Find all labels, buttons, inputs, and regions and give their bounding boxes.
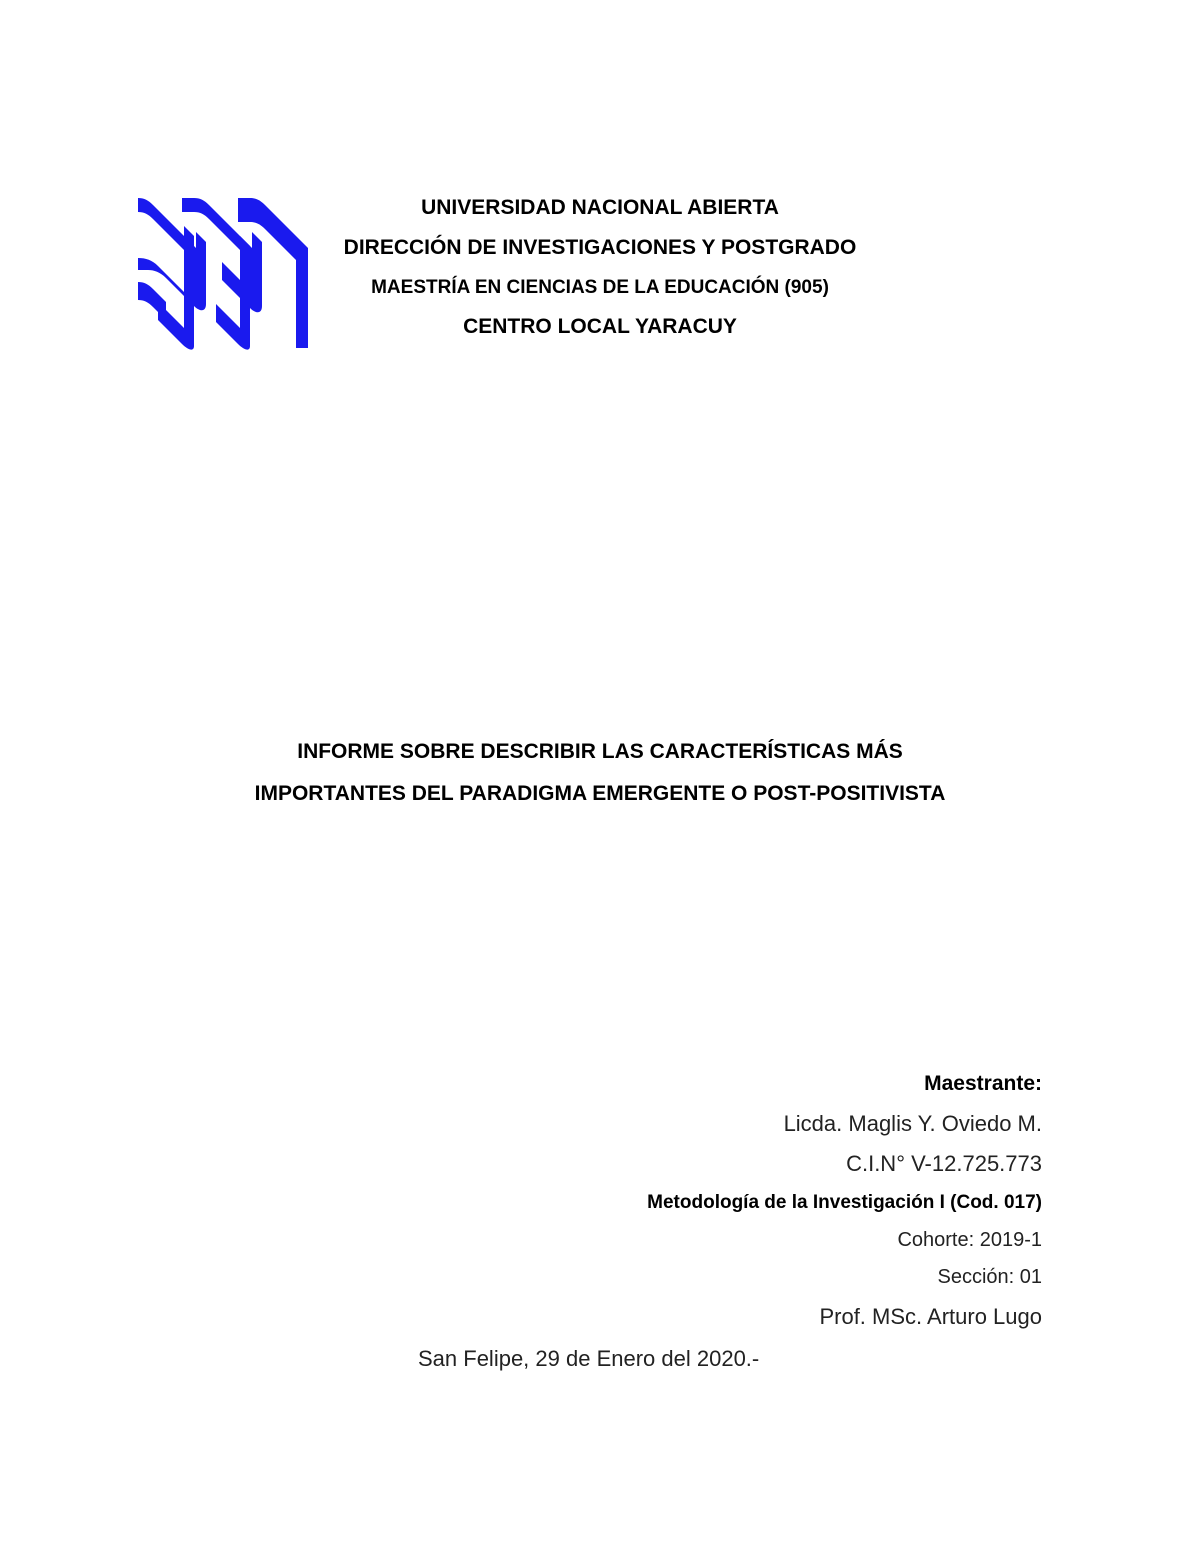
professor-name: Prof. MSc. Arturo Lugo	[819, 1304, 1042, 1329]
student-id: C.I.N° V-12.725.773	[846, 1151, 1042, 1176]
program-name: MAESTRÍA EN CIENCIAS DE LA EDUCACIÓN (905)	[371, 277, 829, 298]
section: Sección: 01	[937, 1266, 1042, 1288]
university-name: UNIVERSIDAD NACIONAL ABIERTA	[421, 196, 779, 219]
direction-name: DIRECCIÓN DE INVESTIGACIONES Y POSTGRADO	[343, 236, 857, 259]
report-title-line-2: IMPORTANTES DEL PARADIGMA EMERGENTE O POST-POSITIVISTA	[254, 782, 946, 805]
local-center-name: CENTRO LOCAL YARACUY	[463, 315, 737, 338]
course-name: Metodología de la Investigación I (Cod. 017)	[647, 1192, 1042, 1213]
place-and-date: San Felipe, 29 de Enero del 2020.-	[418, 1346, 760, 1371]
cohort: Cohorte: 2019-1	[897, 1229, 1042, 1251]
report-title-line-1: INFORME SOBRE DESCRIBIR LAS CARACTERÍSTICAS MÁS	[297, 740, 903, 763]
student-label: Maestrante:	[924, 1072, 1042, 1095]
student-name: Licda. Maglis Y. Oviedo M.	[783, 1111, 1042, 1136]
